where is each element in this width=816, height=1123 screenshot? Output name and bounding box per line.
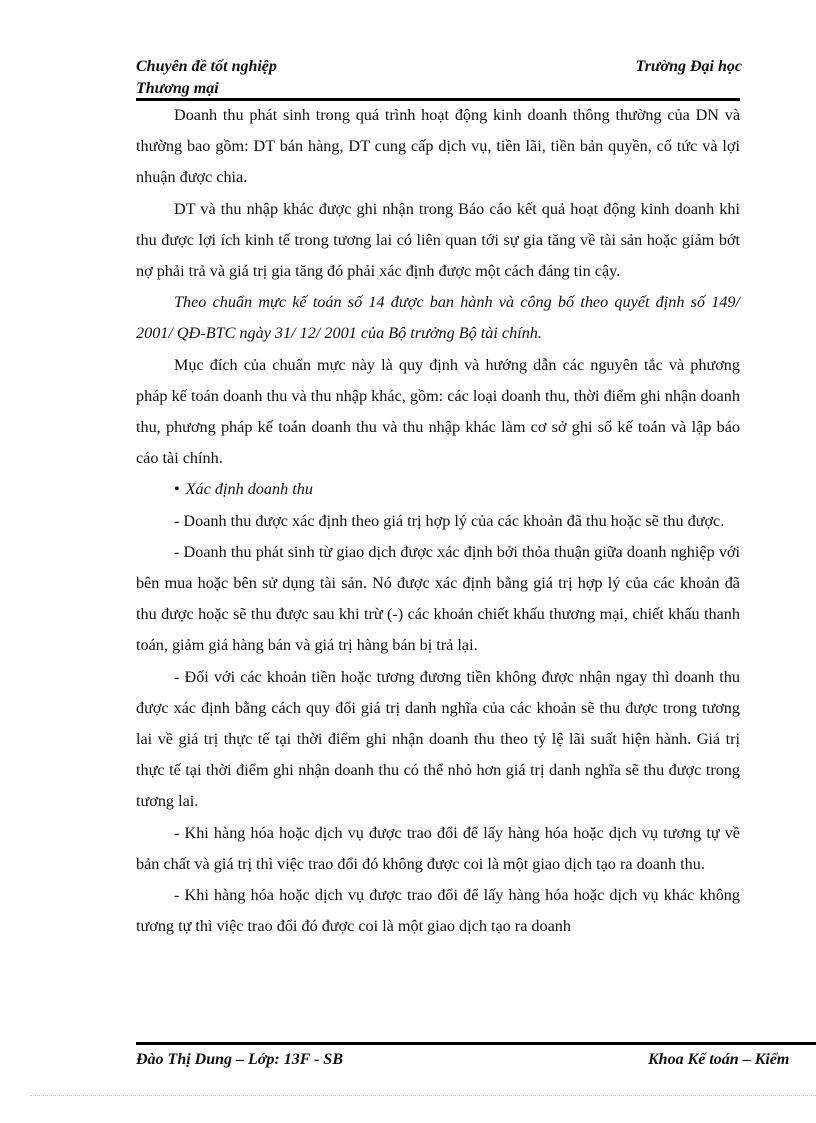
footer-right: Khoa Kế toán – Kiểm (648, 1051, 790, 1068)
bullet-heading (136, 474, 740, 505)
bullet-heading-text: Xác định doanh thu (185, 480, 313, 499)
paragraph-2: DT và thu nhập khác được ghi nhận trong Báo cáo kết quả hoạt động kinh doanh khi thu được lợi ích kinh tế trong tương lai có liên quan tới sự gia tăng về tài sản hoặc giảm bớt nợ phải trả và giá trị gia tăng đó phải xác định được một cách đáng tin cậy. (136, 199, 740, 281)
header-right: Trường Đại học (635, 58, 742, 75)
paragraph-1: Doanh thu phát sinh trong quá trình hoạt động kinh doanh thông thường của DN và thường bao gồm: DT bán hàng, DT cung cấp dịch vụ, tiền lãi, tiền bản quyền, cổ tức và lợi nhuận được chia. (136, 106, 740, 187)
footer-left: Đào Thị Dung – Lớp: 13F - SB (136, 1051, 343, 1068)
paragraph-8: - Khi hàng hóa hoặc dịch vụ được trao đổi để lấy hàng hóa hoặc dịch vụ tương tự về bản chất và giá trị thì việc trao đổi đó không được coi là một giao dịch tạo ra doanh thu. (136, 823, 740, 873)
paragraph-9: - Khi hàng hóa hoặc dịch vụ được trao đổi để lấy hàng hóa hoặc dịch vụ khác không tương tự thì việc trao đổi đó được coi là một giao dịch tạo ra doanh (136, 886, 740, 936)
bullet-icon: • (174, 480, 180, 499)
header-left-line2: Thương mại (136, 80, 219, 97)
paragraph-6: - Doanh thu phát sinh từ giao dịch được xác định bởi thỏa thuận giữa doanh nghiệp với bên mua hoặc bên sử dụng tài sản. Nó được xác định bằng giá trị hợp lý của các khoản đã thu được hoặc sẽ thu được sau khi trừ (-) các khoản chiết khấu thương mại, chiết khấu thanh toán, giảm giá hàng bán và giá trị hàng bán bị trả lại. (136, 542, 740, 655)
paragraph-4: Mục đích của chuẩn mực này là quy định và hướng dẫn các nguyên tắc và phương pháp kế toán doanh thu và thu nhập khác, gồm: các loại doanh thu, thời điểm ghi nhận doanh thu, phương pháp kế toán doanh thu và thu nhập khác làm cơ sở ghi sổ kế toán và lập báo cáo tài chính. (136, 355, 740, 468)
document-body (136, 100, 740, 942)
paragraph-7: - Đối với các khoản tiền hoặc tương đương tiền không được nhận ngay thì doanh thu được xác định bằng cách quy đổi giá trị danh nghĩa của các khoản sẽ thu được trong tương lai về giá trị thực tế tại thời điểm ghi nhận doanh thu theo tỷ lệ lãi suất hiện hành. Giá trị thực tế tại thời điểm ghi nhận doanh thu có thể nhỏ hơn giá trị danh nghĩa sẽ thu được trong tương lai. (136, 667, 740, 811)
paragraph-5: - Doanh thu được xác định theo giá trị hợp lý của các khoản đã thu hoặc sẽ thu được. (174, 511, 725, 530)
header-left (136, 56, 277, 100)
header-left-line1: Chuyên đề tốt nghiệp (136, 58, 277, 75)
paragraph-3: Theo chuẩn mực kế toán số 14 được ban hành và công bố theo quyết định số 149/ 2001/ QĐ-BTC ngày 31/ 12/ 2001 của Bộ trưởng Bộ tài chính. (136, 293, 740, 343)
page-bottom-dotted-line (30, 1095, 816, 1096)
footer-divider (136, 1042, 816, 1045)
